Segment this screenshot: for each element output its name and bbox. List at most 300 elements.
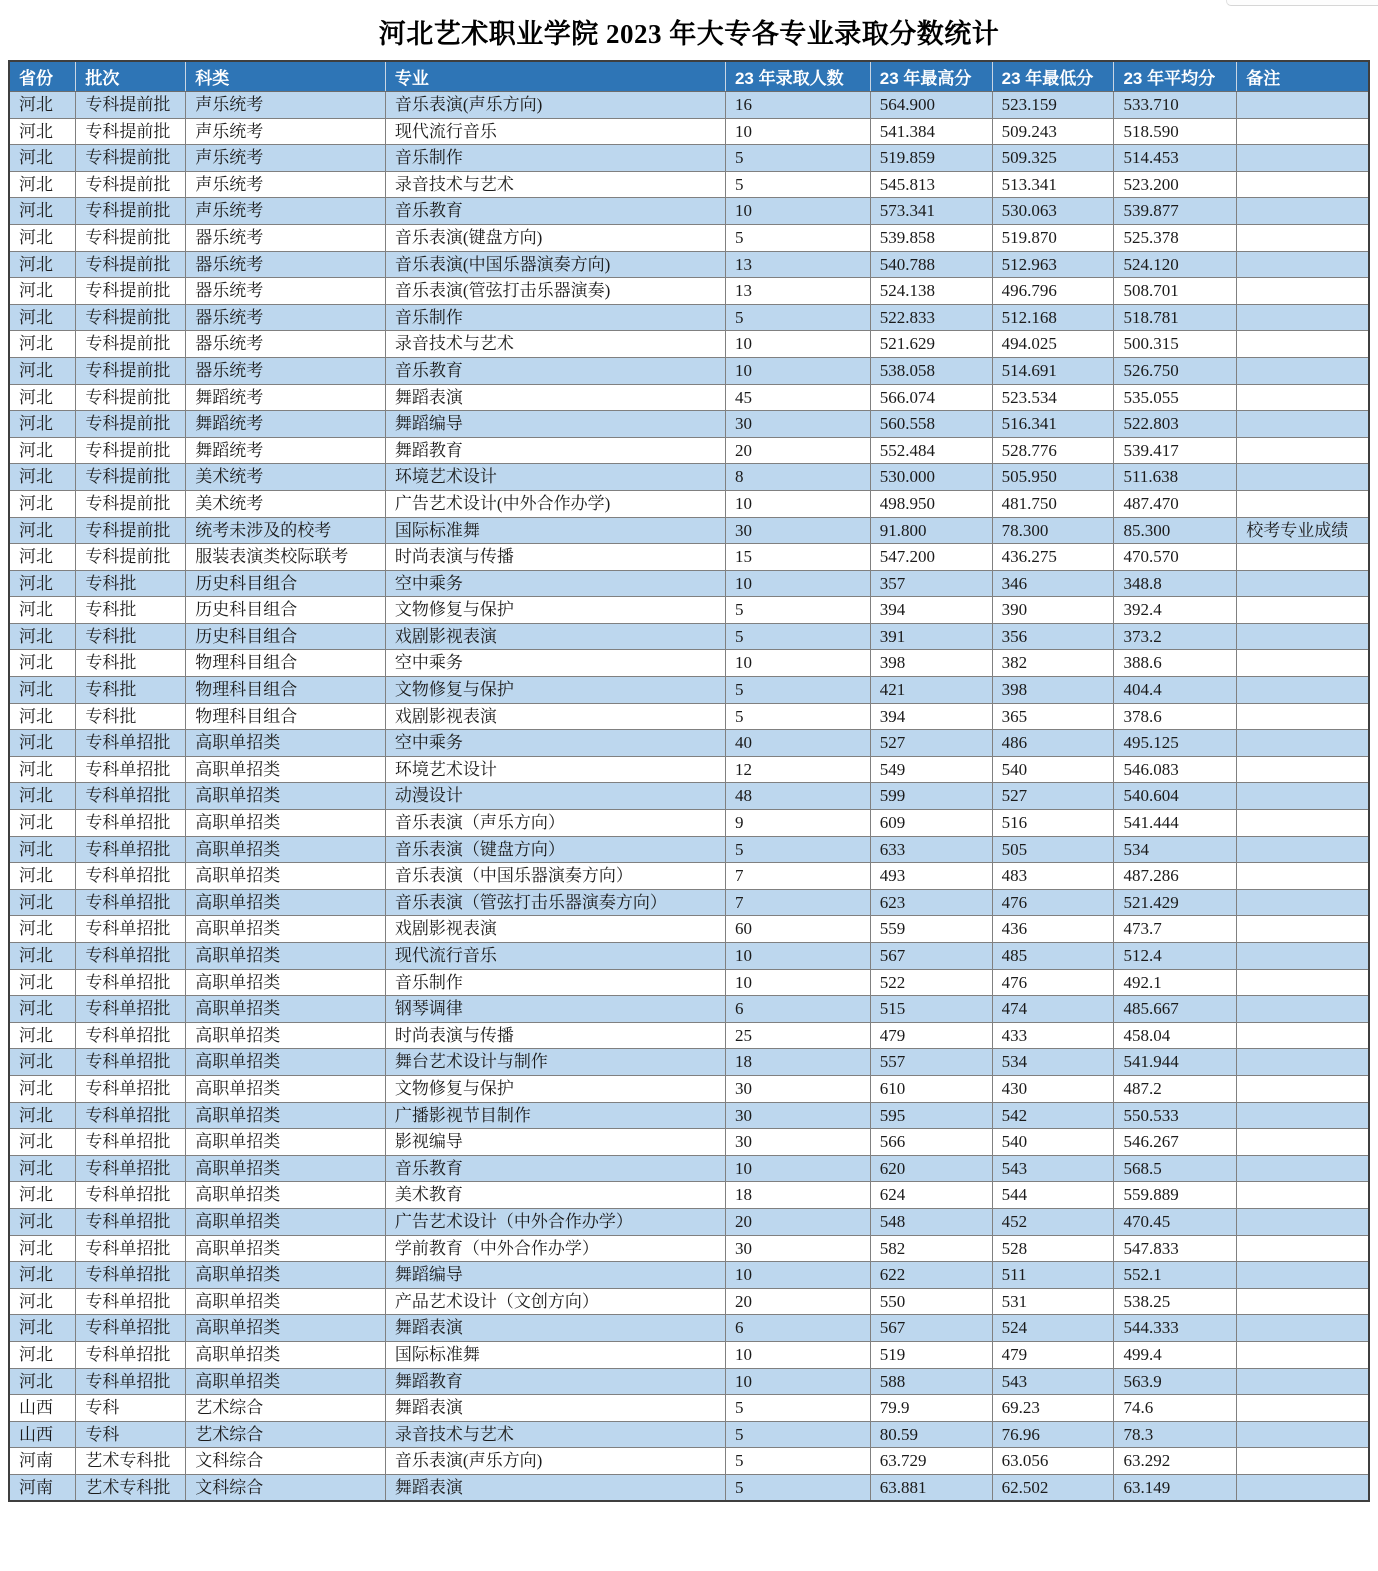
table-cell: 30 — [725, 1235, 870, 1262]
table-cell: 高职单招类 — [186, 1182, 386, 1209]
table-cell: 495.125 — [1114, 730, 1237, 757]
table-cell — [1237, 1262, 1369, 1289]
table-cell: 音乐表演（管弦打击乐器演奏方向） — [385, 889, 725, 916]
table-cell: 494.025 — [992, 331, 1114, 358]
table-cell: 540.604 — [1114, 783, 1237, 810]
table-cell: 器乐统考 — [186, 251, 386, 278]
table-cell: 河北 — [9, 304, 76, 331]
column-header-major: 专业 — [385, 61, 725, 92]
table-cell: 10 — [725, 490, 870, 517]
table-cell: 河北 — [9, 943, 76, 970]
table-cell — [1237, 1341, 1369, 1368]
table-cell: 474 — [992, 996, 1114, 1023]
table-cell: 522 — [870, 969, 992, 996]
table-cell: 山西 — [9, 1395, 76, 1422]
table-cell: 河北 — [9, 517, 76, 544]
table-cell: 舞蹈编导 — [385, 411, 725, 438]
table-cell: 528 — [992, 1235, 1114, 1262]
table-cell: 13 — [725, 278, 870, 305]
table-cell: 582 — [870, 1235, 992, 1262]
table-cell — [1237, 1474, 1369, 1501]
table-cell: 录音技术与艺术 — [385, 1421, 725, 1448]
table-cell: 357 — [870, 570, 992, 597]
table-cell: 5 — [725, 224, 870, 251]
table-cell — [1237, 623, 1369, 650]
table-cell: 专科 — [76, 1421, 186, 1448]
table-cell: 524 — [992, 1315, 1114, 1342]
table-cell: 河北 — [9, 1235, 76, 1262]
table-cell: 527 — [870, 730, 992, 757]
table-cell — [1237, 1129, 1369, 1156]
table-row — [9, 1022, 1369, 1049]
table-cell: 河北 — [9, 783, 76, 810]
table-cell: 高职单招类 — [186, 1262, 386, 1289]
table-cell: 高职单招类 — [186, 969, 386, 996]
table-cell: 18 — [725, 1182, 870, 1209]
table-cell: 518.590 — [1114, 118, 1237, 145]
table-row — [9, 916, 1369, 943]
table-cell: 436.275 — [992, 544, 1114, 571]
table-cell: 30 — [725, 411, 870, 438]
table-row — [9, 118, 1369, 145]
table-row — [9, 198, 1369, 225]
table-cell: 564.900 — [870, 92, 992, 119]
table-cell: 487.286 — [1114, 863, 1237, 890]
table-cell: 录音技术与艺术 — [385, 171, 725, 198]
table-cell: 现代流行音乐 — [385, 943, 725, 970]
page-title: 河北艺术职业学院 2023 年大专各专业录取分数统计 — [378, 19, 1000, 49]
table-cell: 481.750 — [992, 490, 1114, 517]
table-cell: 高职单招类 — [186, 916, 386, 943]
table-cell: 452 — [992, 1208, 1114, 1235]
table-cell: 河北 — [9, 756, 76, 783]
table-cell: 5 — [725, 171, 870, 198]
table-cell: 483 — [992, 863, 1114, 890]
table-cell: 15 — [725, 544, 870, 571]
table-cell: 20 — [725, 437, 870, 464]
table-cell — [1237, 145, 1369, 172]
table-cell: 专科单招批 — [76, 1315, 186, 1342]
table-cell: 514.691 — [992, 357, 1114, 384]
table-cell: 物理科目组合 — [186, 703, 386, 730]
table-row — [9, 889, 1369, 916]
table-cell: 515 — [870, 996, 992, 1023]
table-cell: 河北 — [9, 92, 76, 119]
table-cell: 60 — [725, 916, 870, 943]
table-cell: 525.378 — [1114, 224, 1237, 251]
table-cell: 76.96 — [992, 1421, 1114, 1448]
table-cell: 高职单招类 — [186, 810, 386, 837]
table-cell: 专科单招批 — [76, 1075, 186, 1102]
table-cell: 522.803 — [1114, 411, 1237, 438]
table-cell: 广播影视节目制作 — [385, 1102, 725, 1129]
table-cell: 高职单招类 — [186, 889, 386, 916]
table-cell — [1237, 1022, 1369, 1049]
table-cell — [1237, 1155, 1369, 1182]
table-cell: 音乐表演(键盘方向) — [385, 224, 725, 251]
table-row — [9, 783, 1369, 810]
table-cell: 河北 — [9, 916, 76, 943]
table-row — [9, 836, 1369, 863]
table-cell: 河北 — [9, 623, 76, 650]
table-cell: 470.570 — [1114, 544, 1237, 571]
table-cell: 专科批 — [76, 570, 186, 597]
table-cell: 河北 — [9, 411, 76, 438]
table-cell: 河北 — [9, 889, 76, 916]
table-cell: 523.200 — [1114, 171, 1237, 198]
table-cell: 493 — [870, 863, 992, 890]
table-cell — [1237, 464, 1369, 491]
table-cell: 518.781 — [1114, 304, 1237, 331]
table-cell — [1237, 836, 1369, 863]
table-cell — [1237, 650, 1369, 677]
table-cell: 563.9 — [1114, 1368, 1237, 1395]
table-cell: 专科单招批 — [76, 916, 186, 943]
table-cell: 40 — [725, 730, 870, 757]
table-cell: 633 — [870, 836, 992, 863]
table-cell: 高职单招类 — [186, 1049, 386, 1076]
table-cell: 专科单招批 — [76, 996, 186, 1023]
table-row — [9, 1421, 1369, 1448]
table-row — [9, 703, 1369, 730]
table-cell: 音乐表演（键盘方向） — [385, 836, 725, 863]
table-cell: 舞蹈表演 — [385, 384, 725, 411]
table-cell: 5 — [725, 597, 870, 624]
table-cell — [1237, 304, 1369, 331]
table-cell: 河北 — [9, 1155, 76, 1182]
table-cell: 专科单招批 — [76, 863, 186, 890]
table-cell: 河北 — [9, 836, 76, 863]
table-cell: 专科单招批 — [76, 969, 186, 996]
table-cell: 校考专业成绩 — [1237, 517, 1369, 544]
table-cell: 空中乘务 — [385, 730, 725, 757]
table-row — [9, 1102, 1369, 1129]
table-cell — [1237, 278, 1369, 305]
table-cell: 540 — [992, 1129, 1114, 1156]
table-cell: 舞蹈表演 — [385, 1315, 725, 1342]
table-cell: 10 — [725, 570, 870, 597]
table-cell: 48 — [725, 783, 870, 810]
table-cell — [1237, 863, 1369, 890]
table-row — [9, 943, 1369, 970]
table-row — [9, 490, 1369, 517]
table-cell — [1237, 1448, 1369, 1475]
table-cell: 538.058 — [870, 357, 992, 384]
table-cell: 534 — [992, 1049, 1114, 1076]
table-cell: 高职单招类 — [186, 1341, 386, 1368]
table-cell — [1237, 996, 1369, 1023]
table-cell: 543 — [992, 1155, 1114, 1182]
table-cell: 599 — [870, 783, 992, 810]
table-cell: 514.453 — [1114, 145, 1237, 172]
table-cell: 专科批 — [76, 703, 186, 730]
table-cell: 523.159 — [992, 92, 1114, 119]
table-cell: 421 — [870, 677, 992, 704]
table-cell: 542 — [992, 1102, 1114, 1129]
table-cell: 美术统考 — [186, 464, 386, 491]
table-cell: 80.59 — [870, 1421, 992, 1448]
table-cell: 环境艺术设计 — [385, 464, 725, 491]
table-cell: 国际标准舞 — [385, 517, 725, 544]
table-cell: 戏剧影视表演 — [385, 703, 725, 730]
table-cell: 20 — [725, 1288, 870, 1315]
table-cell: 10 — [725, 357, 870, 384]
table-cell — [1237, 1421, 1369, 1448]
table-cell: 高职单招类 — [186, 783, 386, 810]
column-header-admitted: 23 年录取人数 — [725, 61, 870, 92]
table-cell: 舞台艺术设计与制作 — [385, 1049, 725, 1076]
table-cell — [1237, 437, 1369, 464]
table-cell — [1237, 490, 1369, 517]
table-cell: 547.833 — [1114, 1235, 1237, 1262]
table-cell: 8 — [725, 464, 870, 491]
table-cell: 550.533 — [1114, 1102, 1237, 1129]
table-cell: 498.950 — [870, 490, 992, 517]
table-cell: 16 — [725, 92, 870, 119]
table-row — [9, 464, 1369, 491]
table-cell: 专科提前批 — [76, 517, 186, 544]
table-cell: 高职单招类 — [186, 943, 386, 970]
table-row — [9, 597, 1369, 624]
table-cell: 时尚表演与传播 — [385, 1022, 725, 1049]
table-cell: 512.4 — [1114, 943, 1237, 970]
table-cell: 文科综合 — [186, 1448, 386, 1475]
table-cell: 专科单招批 — [76, 1022, 186, 1049]
table-cell: 高职单招类 — [186, 1075, 386, 1102]
table-cell: 器乐统考 — [186, 224, 386, 251]
table-cell: 623 — [870, 889, 992, 916]
table-cell: 专科提前批 — [76, 357, 186, 384]
table-row — [9, 1129, 1369, 1156]
column-header-batch: 批次 — [76, 61, 186, 92]
table-cell: 398 — [870, 650, 992, 677]
table-cell: 5 — [725, 1474, 870, 1501]
table-cell: 6 — [725, 996, 870, 1023]
column-header-avg-score: 23 年平均分 — [1114, 61, 1237, 92]
table-row — [9, 996, 1369, 1023]
table-cell: 音乐表演(声乐方向) — [385, 1448, 725, 1475]
table-cell: 531 — [992, 1288, 1114, 1315]
table-cell: 专科单招批 — [76, 889, 186, 916]
table-cell: 620 — [870, 1155, 992, 1182]
table-cell: 522.833 — [870, 304, 992, 331]
table-cell: 文物修复与保护 — [385, 677, 725, 704]
table-cell: 63.729 — [870, 1448, 992, 1475]
table-cell: 服装表演类校际联考 — [186, 544, 386, 571]
table-cell — [1237, 118, 1369, 145]
table-cell: 器乐统考 — [186, 357, 386, 384]
table-cell: 539.877 — [1114, 198, 1237, 225]
table-row — [9, 92, 1369, 119]
table-cell: 547.200 — [870, 544, 992, 571]
table-cell: 516.341 — [992, 411, 1114, 438]
table-cell: 专科提前批 — [76, 171, 186, 198]
table-cell: 艺术专科批 — [76, 1448, 186, 1475]
table-cell: 舞蹈教育 — [385, 1368, 725, 1395]
table-cell: 63.056 — [992, 1448, 1114, 1475]
table-row — [9, 969, 1369, 996]
table-cell: 河北 — [9, 863, 76, 890]
table-cell: 声乐统考 — [186, 171, 386, 198]
table-cell: 音乐表演（中国乐器演奏方向） — [385, 863, 725, 890]
table-cell: 549 — [870, 756, 992, 783]
table-cell: 学前教育（中外合作办学） — [385, 1235, 725, 1262]
table-cell — [1237, 224, 1369, 251]
table-cell: 430 — [992, 1075, 1114, 1102]
table-cell: 559 — [870, 916, 992, 943]
table-cell: 539.858 — [870, 224, 992, 251]
table-cell: 392.4 — [1114, 597, 1237, 624]
table-cell: 音乐制作 — [385, 304, 725, 331]
table-cell: 河北 — [9, 1315, 76, 1342]
table-cell: 508.701 — [1114, 278, 1237, 305]
table-cell: 舞蹈教育 — [385, 437, 725, 464]
table-cell: 声乐统考 — [186, 118, 386, 145]
table-cell: 声乐统考 — [186, 92, 386, 119]
table-cell: 535.055 — [1114, 384, 1237, 411]
table-cell: 62.502 — [992, 1474, 1114, 1501]
table-cell: 河北 — [9, 384, 76, 411]
table-cell: 436 — [992, 916, 1114, 943]
table-cell: 530.063 — [992, 198, 1114, 225]
table-cell: 专科提前批 — [76, 331, 186, 358]
table-cell: 河北 — [9, 357, 76, 384]
table-cell: 器乐统考 — [186, 331, 386, 358]
table-cell: 473.7 — [1114, 916, 1237, 943]
table-cell: 音乐制作 — [385, 969, 725, 996]
table-cell: 河北 — [9, 996, 76, 1023]
table-cell: 高职单招类 — [186, 1022, 386, 1049]
table-cell: 戏剧影视表演 — [385, 623, 725, 650]
table-cell: 479 — [870, 1022, 992, 1049]
table-cell: 45 — [725, 384, 870, 411]
table-cell: 543 — [992, 1368, 1114, 1395]
table-cell: 高职单招类 — [186, 730, 386, 757]
table-cell: 91.800 — [870, 517, 992, 544]
table-cell — [1237, 703, 1369, 730]
table-cell: 5 — [725, 304, 870, 331]
table-cell: 专科提前批 — [76, 544, 186, 571]
table-cell: 河北 — [9, 544, 76, 571]
table-cell: 9 — [725, 810, 870, 837]
table-row — [9, 357, 1369, 384]
table-cell: 505 — [992, 836, 1114, 863]
table-cell: 专科单招批 — [76, 1262, 186, 1289]
table-cell: 433 — [992, 1022, 1114, 1049]
table-cell: 485 — [992, 943, 1114, 970]
table-cell: 391 — [870, 623, 992, 650]
table-cell: 496.796 — [992, 278, 1114, 305]
table-cell — [1237, 251, 1369, 278]
table-cell: 广告艺术设计(中外合作办学) — [385, 490, 725, 517]
table-cell — [1237, 1315, 1369, 1342]
scores-table — [8, 60, 1370, 1502]
table-cell — [1237, 384, 1369, 411]
table-cell: 河北 — [9, 1129, 76, 1156]
table-cell: 河北 — [9, 1368, 76, 1395]
table-cell: 10 — [725, 1341, 870, 1368]
table-row — [9, 810, 1369, 837]
table-cell: 5 — [725, 677, 870, 704]
table-cell: 523.534 — [992, 384, 1114, 411]
table-cell: 534 — [1114, 836, 1237, 863]
scores-table-container — [8, 60, 1370, 1502]
table-cell: 文物修复与保护 — [385, 597, 725, 624]
table-cell: 505.950 — [992, 464, 1114, 491]
table-cell: 高职单招类 — [186, 1288, 386, 1315]
table-cell: 专科单招批 — [76, 1049, 186, 1076]
table-row — [9, 1341, 1369, 1368]
table-cell: 538.25 — [1114, 1288, 1237, 1315]
table-cell: 530.000 — [870, 464, 992, 491]
table-cell: 历史科目组合 — [186, 597, 386, 624]
table-cell: 394 — [870, 597, 992, 624]
table-cell — [1237, 92, 1369, 119]
column-header-category: 科类 — [186, 61, 386, 92]
table-row — [9, 1208, 1369, 1235]
table-cell: 18 — [725, 1049, 870, 1076]
column-header-province: 省份 — [9, 61, 76, 92]
table-cell: 河北 — [9, 1022, 76, 1049]
table-cell: 373.2 — [1114, 623, 1237, 650]
table-row — [9, 145, 1369, 172]
table-cell: 548 — [870, 1208, 992, 1235]
table-cell: 519 — [870, 1341, 992, 1368]
table-cell: 专科批 — [76, 677, 186, 704]
table-cell — [1237, 889, 1369, 916]
table-cell: 30 — [725, 1075, 870, 1102]
table-cell: 499.4 — [1114, 1341, 1237, 1368]
table-row — [9, 437, 1369, 464]
table-cell: 487.470 — [1114, 490, 1237, 517]
table-row — [9, 411, 1369, 438]
table-cell: 专科提前批 — [76, 437, 186, 464]
table-cell: 专科单招批 — [76, 836, 186, 863]
table-cell: 500.315 — [1114, 331, 1237, 358]
table-cell: 63.149 — [1114, 1474, 1237, 1501]
table-cell: 舞蹈表演 — [385, 1395, 725, 1422]
table-row — [9, 1075, 1369, 1102]
table-row — [9, 384, 1369, 411]
table-cell: 560.558 — [870, 411, 992, 438]
table-cell: 10 — [725, 969, 870, 996]
table-cell: 10 — [725, 1155, 870, 1182]
table-cell: 394 — [870, 703, 992, 730]
table-cell: 346 — [992, 570, 1114, 597]
table-cell: 专科提前批 — [76, 224, 186, 251]
table-cell: 545.813 — [870, 171, 992, 198]
table-cell: 567 — [870, 943, 992, 970]
table-cell — [1237, 1208, 1369, 1235]
table-cell: 影视编导 — [385, 1129, 725, 1156]
table-cell: 512.963 — [992, 251, 1114, 278]
table-cell: 566 — [870, 1129, 992, 1156]
table-cell: 10 — [725, 1368, 870, 1395]
table-cell: 舞蹈编导 — [385, 1262, 725, 1289]
table-cell: 专科单招批 — [76, 1341, 186, 1368]
table-cell: 78.3 — [1114, 1421, 1237, 1448]
table-row — [9, 570, 1369, 597]
table-cell: 广告艺术设计（中外合作办学） — [385, 1208, 725, 1235]
table-cell: 专科单招批 — [76, 730, 186, 757]
table-cell: 山西 — [9, 1421, 76, 1448]
table-cell — [1237, 756, 1369, 783]
table-cell: 河北 — [9, 437, 76, 464]
table-cell: 专科单招批 — [76, 1208, 186, 1235]
table-cell: 文科综合 — [186, 1474, 386, 1501]
table-cell: 539.417 — [1114, 437, 1237, 464]
table-cell: 5 — [725, 1448, 870, 1475]
